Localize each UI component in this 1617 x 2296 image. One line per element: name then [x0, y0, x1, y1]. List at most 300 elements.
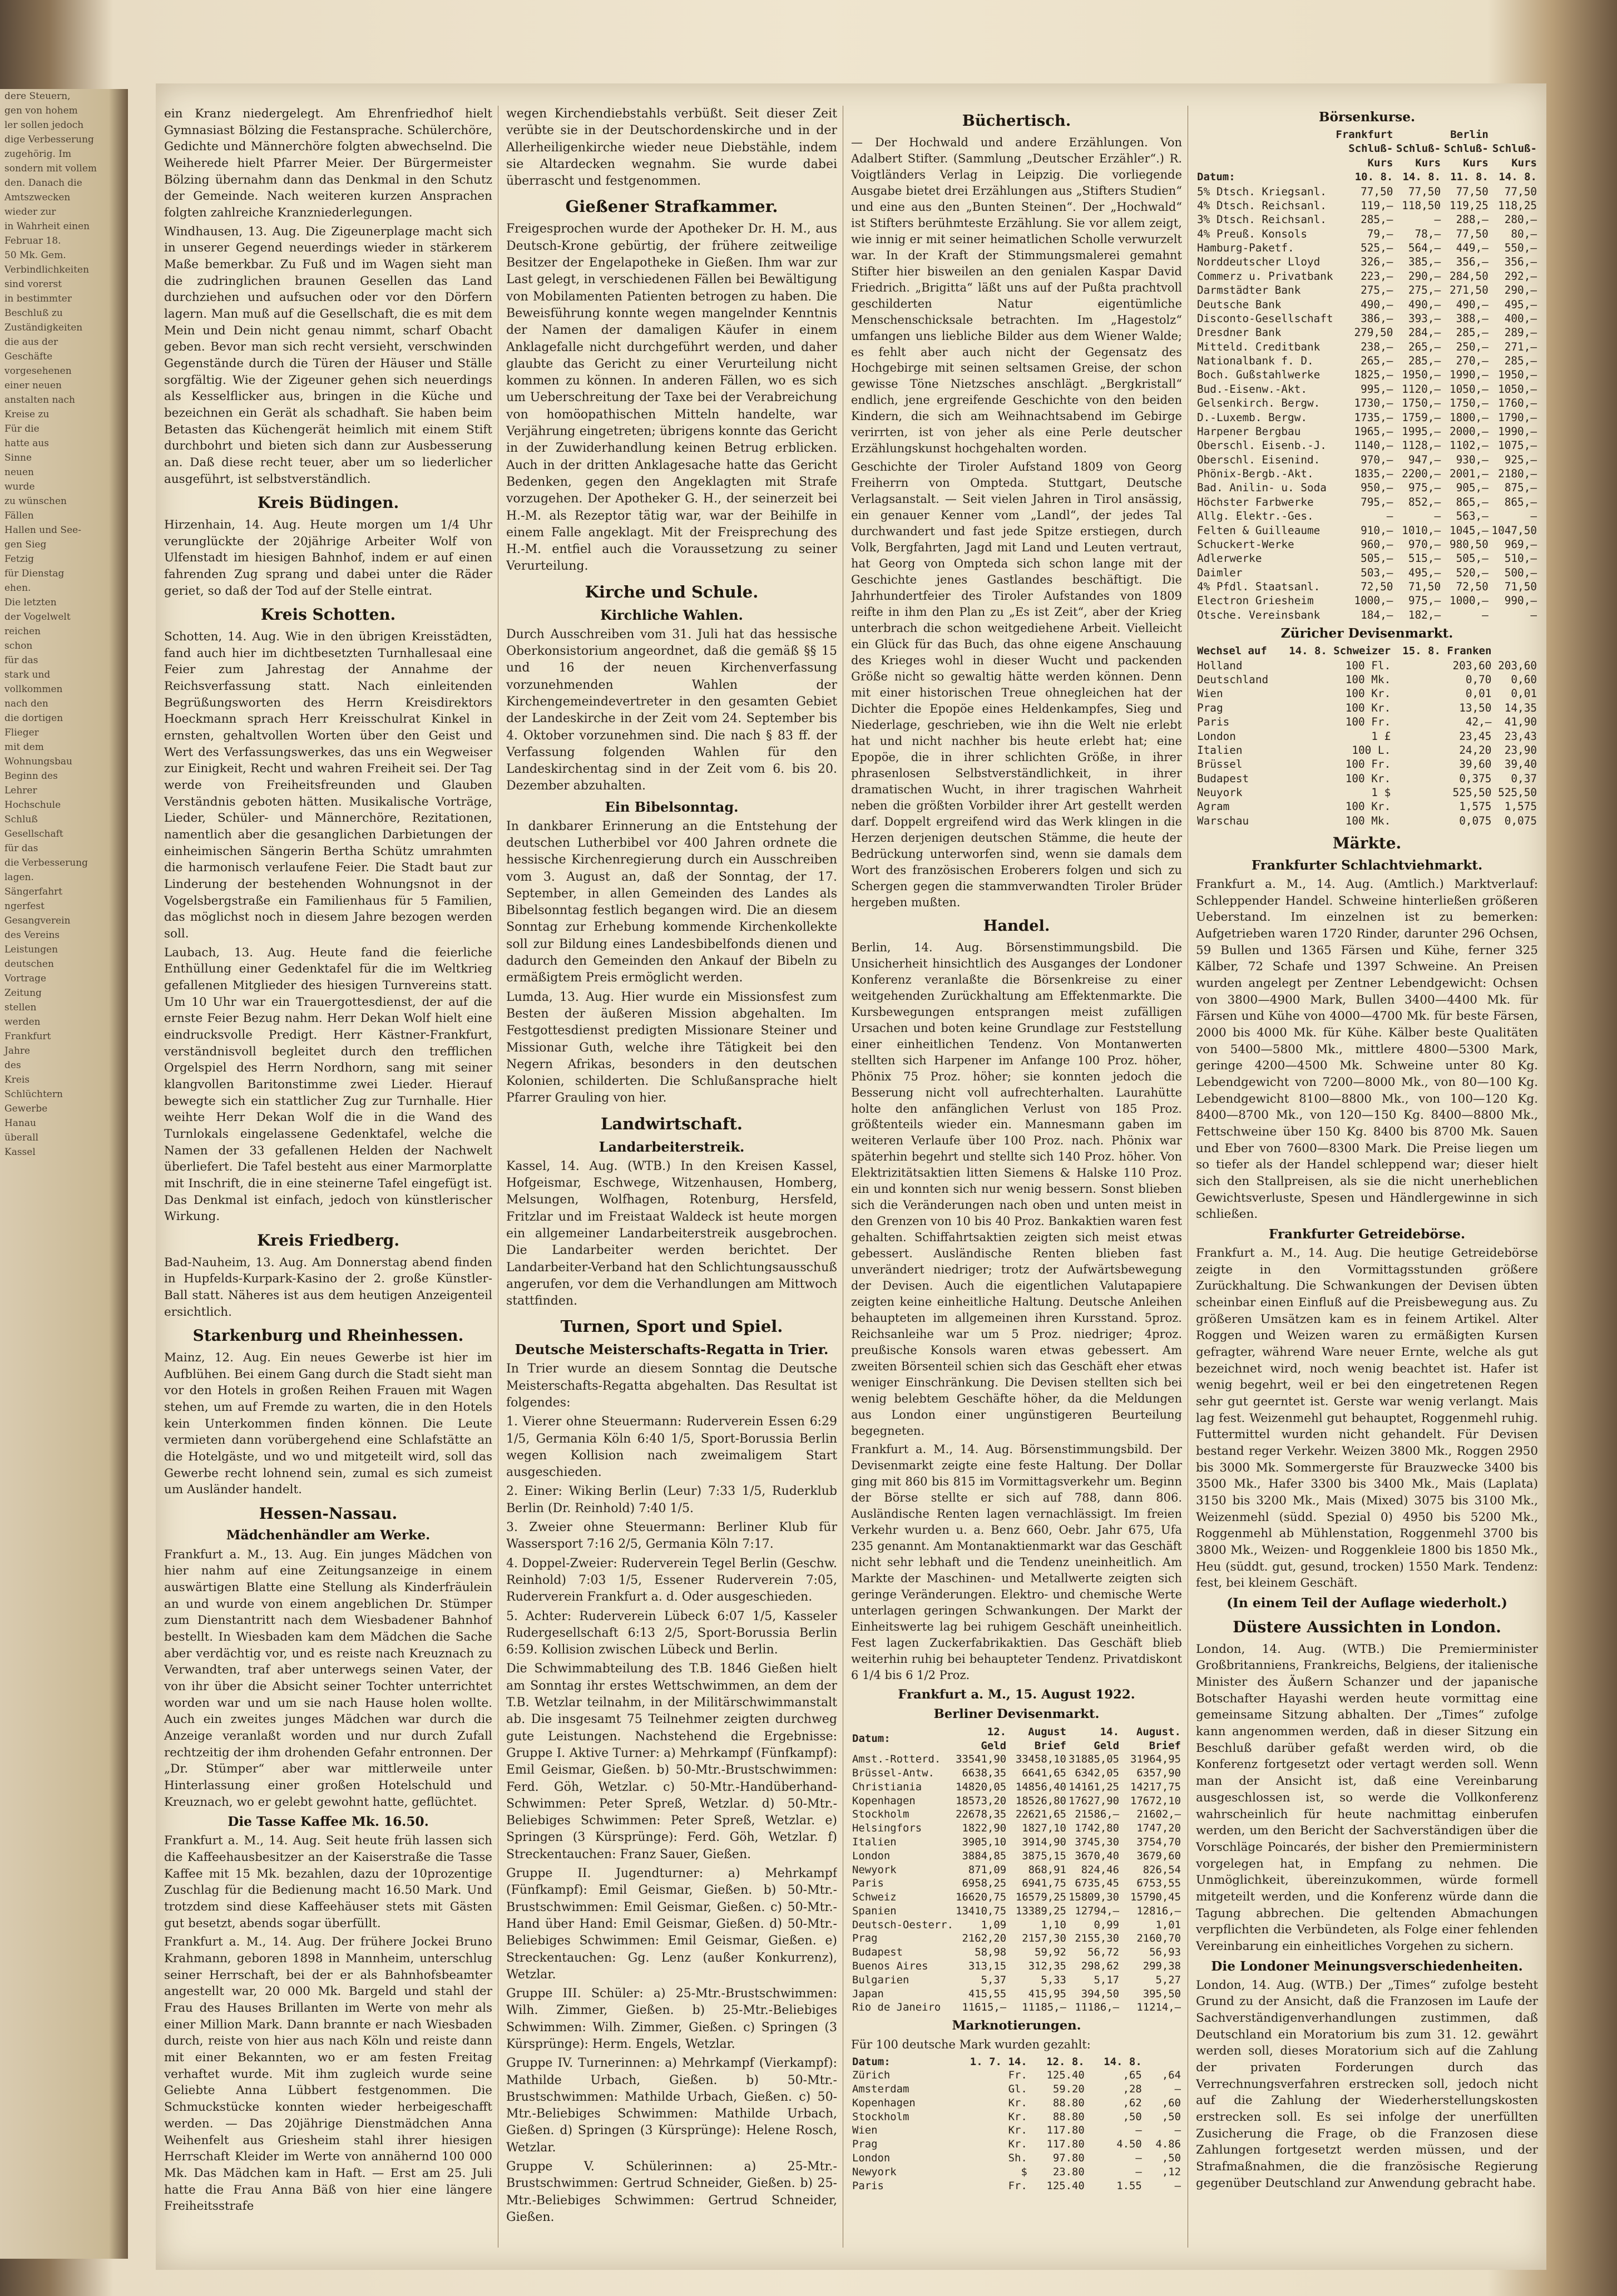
table-cell: 925,— — [1504, 453, 1537, 466]
table-row — [1196, 814, 1538, 828]
table-cell: 72,50 — [1361, 580, 1393, 594]
column-4 — [1196, 106, 1538, 2248]
left-page-line: dere Steuern, — [4, 91, 71, 102]
table-cell: 22678,35 — [956, 1808, 1007, 1821]
table-row — [1196, 269, 1538, 283]
table-cell: 119,25 — [1449, 199, 1489, 212]
table-row — [851, 2096, 1182, 2110]
table-cell: 290,— — [1504, 284, 1537, 297]
table-cell: 100 Fr. — [1345, 715, 1391, 729]
table-cell: Otsche. Vereinsbank — [1197, 608, 1321, 621]
article-paragraph: Bad-Nauheim, 13. Aug. Am Donnerstag abend finden in Hupfelds-Kurpark-Kasino der 2. große Künstler-Ball statt. Näheres ist aus dem heutigen Anzeigenteil ersichtlich. — [164, 1255, 492, 1319]
table-cell: London — [1197, 729, 1236, 743]
table-cell: 71,50 — [1504, 580, 1537, 594]
table-cell: Agram — [1197, 800, 1230, 813]
table-cell: 505,— — [1361, 552, 1393, 565]
left-page-line: in bestimmter — [4, 293, 72, 304]
table-cell: 298,62 — [1081, 1960, 1120, 1973]
article-paragraph: Lumda, 13. Aug. Hier wurde ein Missionsfest zum Besten der äußeren Mission abgehalten. Im Festgottesdienst predigten Missionare Steiner und Missionar Guth, welche ihre Tätigkeit bei den Negern Afrikas, besonders in den deutschen Kolonien, schilderten. Die Schlußansprache hielt Pfarrer Grauling von hier. — [506, 990, 837, 1105]
table-cell: 563,— — [1456, 510, 1489, 523]
left-page-line: ngerfest — [4, 901, 44, 912]
left-page-line: Zuständigkeiten — [4, 322, 83, 333]
table-cell: ,60 — [1161, 2096, 1181, 2109]
table-row — [851, 1780, 1182, 1794]
table-cell: 1050,— — [1498, 382, 1537, 396]
table-cell: 77,50 — [1361, 185, 1393, 198]
table-cell: Brüssel — [1197, 758, 1243, 771]
table-cell: — — [1530, 608, 1537, 621]
table-cell: Warschau — [1197, 814, 1249, 827]
table-cell: Amsterdam — [852, 2083, 909, 2096]
table-cell: Bud.-Eisenw.-Akt. — [1197, 382, 1307, 396]
table-cell: 118,50 — [1402, 199, 1441, 212]
table-cell: Buenos Aires — [852, 1960, 928, 1973]
table-cell: — — [1174, 2124, 1181, 2137]
table-cell: 285,— — [1361, 213, 1393, 226]
article-paragraph: In Trier wurde an diesem Sonntag die Deutsche Meisterschafts-Regatta abgehalten. Das Resultat ist folgendes: — [506, 1362, 837, 1410]
table-cell: 6638,35 — [962, 1767, 1007, 1780]
left-page-line: dige Verbesserung — [4, 134, 94, 145]
article-paragraph: ein Kranz niedergelegt. Am Ehrenfriedhof hielt Gymnasiast Bölzing die Festansprache. Schülerchöre, Gedichte und Männerchöre folgten abwechselnd. Die Weiherede hielt Pfarrer Meier. Der Bürgermeister Bölzing übernahm dann das Denkmal in den Schutz der Gemeinde. Nach weiteren kurzen Ansprachen folgten zahlreiche Kranzniederlegungen. — [164, 107, 492, 220]
quote-table — [1196, 644, 1538, 828]
table-cell: 1995,— — [1402, 424, 1441, 438]
table-row — [1196, 580, 1538, 594]
table-cell: Helsingfors — [852, 1822, 922, 1835]
table-cell: Budapest — [852, 1946, 903, 1959]
table-cell: Amst.-Rotterd. — [852, 1753, 941, 1766]
table-cell: 59,92 — [1035, 1946, 1066, 1959]
table-cell: 995,— — [1361, 382, 1393, 396]
table-cell: 1102,— — [1449, 439, 1489, 452]
table-cell: Norddeutscher Lloyd — [1197, 255, 1321, 269]
table-cell: 21602,— — [1136, 1808, 1181, 1821]
table-title: Börsenkurse. — [1318, 110, 1416, 125]
table-cell: 871,09 — [968, 1863, 1007, 1876]
table-cell: ,50 — [1161, 2152, 1181, 2165]
article-paragraph: 5. Achter: Ruderverein Lübeck 6:07 1/5, Kasseler Rudergesellschaft 6:13 2/5, Sport-Borussia Berlin 6:59. Kollision zwischen Lübeck und Berlin. — [506, 1609, 837, 1657]
table-cell: 2162,20 — [962, 1932, 1007, 1945]
left-page-line: einer neuen — [4, 380, 62, 391]
table-row — [1196, 255, 1538, 269]
table-cell: 39,40 — [1504, 758, 1537, 771]
boerse-table — [1196, 128, 1538, 622]
table-cell: 3% Dtsch. Reichsanl. — [1197, 213, 1327, 226]
table-cell: 100 Fr. — [1345, 758, 1391, 771]
table-cell: 14161,25 — [1069, 1780, 1120, 1793]
column-1 — [164, 106, 492, 2248]
table-cell: 1822,90 — [962, 1822, 1007, 1835]
column-3 — [851, 106, 1182, 2248]
left-page-line: Geschäfte — [4, 351, 53, 362]
table-row — [851, 1794, 1182, 1808]
table-cell: 525,— — [1361, 241, 1393, 255]
table-cell: 285,— — [1504, 354, 1537, 368]
table-cell: 980,50 — [1449, 537, 1489, 551]
table-row — [1196, 396, 1538, 410]
table-cell: 4% Dtsch. Reichsanl. — [1197, 199, 1327, 212]
table-cell: 42,— — [1465, 715, 1492, 729]
table-cell: Commerz u. Privatbank — [1197, 269, 1333, 283]
subheading: Landarbeiterstreik. — [599, 1138, 745, 1155]
table-cell: 97.80 — [1052, 2152, 1085, 2165]
table-row — [1196, 743, 1538, 757]
table-cell: 12816,— — [1136, 1904, 1181, 1917]
table-cell: 1950,— — [1498, 368, 1537, 382]
left-page-line: Hallen und See- — [4, 525, 81, 536]
table-row — [851, 2110, 1182, 2124]
table-row — [1196, 438, 1538, 452]
table-cell: Budapest — [1197, 772, 1249, 785]
table-row — [1196, 453, 1538, 467]
table-header-cell: Schluß-Kurs — [1492, 142, 1537, 169]
table-cell: 117.80 — [1046, 2138, 1085, 2151]
left-page-line: Gewerbe — [4, 1103, 48, 1114]
table-cell: 100 Kr. — [1345, 701, 1391, 714]
section-heading: Landwirtschaft. — [600, 1114, 743, 1133]
table-row — [851, 1766, 1182, 1780]
table-cell: 2180,— — [1498, 467, 1537, 481]
article-paragraph: Frankfurt a. M., 13. Aug. Ein junges Mädchen von hier nahm auf eine Zeitungsanzeige in einem auswärtigen Blatte eine Stellung als Kinderfräulein an und wurde von einem angeblichen Dr. Stümper zum Dienstantritt nach dem Wiesbadener Bahnhof bestellt. In Wiesbaden kam dem Mädchen die Sache aber verdächtig vor, und es reiste nach Kreuznach zu Verwandten, traf aber unterwegs seinen Vater, der von ihr über die Absicht seiner Tochter unterrichtet worden war und um sie nach Hause holen wollte. Auch ein zweites junges Mädchen war durch die Anzeige veranlaßt worden und nur durch Zufall rechtzeitig der ihm drohenden Gefahr entronnen. Der „Dr. Stümper“ aber war mittlerweile unter Hinterlassung einer großen Hotelschuld und Kreuznach, wo er gelebt gewohnt hatte, geflüchtet. — [164, 1547, 492, 1809]
left-page-line: des — [4, 1060, 21, 1071]
table-cell: Prag — [852, 1932, 878, 1945]
table-header-cell: 12. 8. — [1046, 2055, 1085, 2068]
article-paragraph: Frankfurt a. M., 14. Aug. Die heutige Getreidebörse zeigte in den Vormittagsstunden größere Zurückhaltung. Die Schwankungen der Devisen übten scheinbar einen Einfluß auf die Preisbewegung aus. Zu größeren Umsätzen kam es in feinem Artikel. Alter Roggen und Weizen waren zu ermäßigten Kursen gefragter, während Ware neuer Ernte, welche als gut bezeichnet wird, noch wenig beachtet ist. Hafer ist wenig begehrt, weil er bei den eingetretenen Regen sehr gut geerntet ist. Gerste war wenig verlangt. Mais lag fest. Weizenmehl gut behauptet, Roggenmehl ruhig. Futtermittel wurden nicht gehandelt. Für Devisen bestand reger Verkehr. Weizen 3800 Mk., Roggen 2950 bis 3000 Mk. Sommergerste für Brauzwecke 3400 bis 3500 Mk., Hafer 3300 bis 3400 Mk., Mais (Laplata) 3150 bis 3200 Mk., Mais (Mixed) 3075 bis 3100 Mk., Weizenmehl (südd. Spezial 0) 4950 bis 5200 Mk., Roggenmehl ab Mühlenstation, Roggenmehl 3700 bis 3800 Mk., Weizen- und Roggenkleie 1800 bis 1850 Mk., Heu (süddt. gut, gesund, trocken) 1550 Mark. Tendenz: fest, bei kleinem Geschäft. — [1196, 1246, 1538, 1591]
left-page-line: reichen — [4, 626, 41, 637]
table-row — [851, 1877, 1182, 1890]
article-paragraph: Frankfurt a. M., 14. Aug. Börsenstimmungsbild. Der Devisenmarkt zeigte eine feste Haltung. Der Dollar ging mit 860 bis 815 im Vormittagsverkehr um. Beginn der Börse stellte er sich auf 788, dann 806. Ausländische Renten lagen vernachlässigt. Im freien Verkehr wurden u. a. Benz 660, Oebr. Jahr 675, Ufa 235 genannt. Am Montanaktienmarkt war das Geschäft nicht sehr lebhaft und die Tendenz uneinheitlich. Am Markte der Maschinen- und Metallwerte zeigten sich geringe Veränderungen. Elektro- und chemische Werte unterlagen geringen Schwankungen. Der Markt der Einheitswerte lag bei ruhigem Geschäft uneinheitlich. Fest lagen Zuckerfabrikaktien. Das Geschäft blieb weiterhin ruhig bei behaupteter Tendenz. Privatdiskont 6 1/4 bis 6 1/2 Proz. — [851, 1443, 1182, 1682]
table-cell: 905,— — [1456, 481, 1489, 495]
table-cell: 3914,90 — [1022, 1836, 1066, 1848]
table-cell: 495,— — [1408, 566, 1441, 579]
subheading: Frankfurter Schlachtviehmarkt. — [1251, 857, 1483, 873]
table-row — [1196, 481, 1538, 495]
article-paragraph: Frankfurt a. M., 14. Aug. (Amtlich.) Marktverlauf: Schleppender Handel. Schweine hinterließen größeren Ueberstand. Im einzelnen ist zu bemerken: Aufgetrieben waren 1720 Rinder, darunter 296 Ochsen, 59 Bullen und 1365 Färsen und Kühe, ferner 325 Kälber, 72 Schafe und 1397 Schweine. An Preisen wurden angelegt per Zentner Lebendgewicht: Ochsen von 3800—4900 Mark, Bullen 3400—4400 Mk. für Färsen und Kühe von 4000—4700 Mk. für beste Färsen, 2000 bis 4000 Mk. für Kühe. Kälber beste Qualitäten von 5400—5800 Mk., mittlere 4800—5300 Mark, geringe 4200—4500 Mk. Schweine unter 80 Kg. Lebendgewicht von 7200—8000 Mk., von 80—100 Kg. Lebendgewicht 8100—8800 Mk., von 100—120 Kg. 8400—8700 Mk., von 120—150 Kg. 8400—8800 Mk., Fettschweine über 150 Kg. 8400 bis 8700 Mk. Sauen und Eber von 7600—8300 Mark. Die Preise liegen um so tiefer als der Handel schleppend war; dieser hielt sich den Stallpreisen, als sie die nicht unerheblichen Gewichtsverluste, Spesen und Händlergewinne in sich schließen. — [1196, 877, 1538, 1222]
table-cell: 284,50 — [1449, 269, 1489, 283]
left-page-line: überall — [4, 1132, 39, 1143]
table-header-cell — [1196, 142, 1334, 170]
table-cell: 515,— — [1408, 552, 1441, 565]
subheading: Frankfurter Getreidebörse. — [1268, 1226, 1466, 1242]
table-cell: 13410,75 — [956, 1904, 1007, 1917]
table-cell: 3905,10 — [962, 1836, 1007, 1848]
table-cell: 395,50 — [1143, 1987, 1181, 2000]
table-cell: 18526,80 — [1015, 1794, 1066, 1807]
table-cell: 0,375 — [1459, 772, 1492, 785]
table-cell: 13389,25 — [1015, 1904, 1066, 1917]
article-paragraph: Windhausen, 13. Aug. Die Zigeunerplage macht sich in unserer Gegend neuerdings wieder in stärkerem Maße bemerkbar. Zu Fuß und im Wagen sieht man die zudringlichen braunen Gesellen das Land durchziehen und aufsuchen oder vor den Dörfern lagern. Man muß auf die Gesellschaft, die es mit dem Mein und Dein nicht genau nimmt, scharf Obacht geben. Bevor man sich recht versieht, verschwinden Gegenstände durch die Türen der Häuser und Ställe sorgfältig. Wie der Zigeuner gehen sich neuerdings als Kesselflicker aus, bringen in die Küche und bezeichnen ein Gerät als schadhaft. Sie haben beim Betasten das Küchengerät heimlich mit einem Stift durchbohrt und bieten sich dann zur Ausbesserung an. Daß diese recht teuer, aber um so liederlicher ausgeführt, ist selbstverständlich. — [164, 224, 492, 486]
table-cell: 279,50 — [1354, 326, 1393, 339]
left-page-line: zugehörig. Im — [4, 149, 72, 160]
section-heading: Turnen, Sport und Spiel. — [560, 1317, 783, 1336]
table-cell: 6641,65 — [1022, 1767, 1066, 1780]
article-paragraph: — Der Hochwald und andere Erzählungen. Von Adalbert Stifter. (Sammlung „Deutscher Erzähler“.) R. Voigtländers Verlag in Leipzig. Die vorliegende Ausgabe bietet drei Erzählungen aus „Stifters Studien“ und eine aus den „Bunten Steinen“. Der „Hochwald“ ist Stifters berühmteste Erzählung. Sie vor allem zeigt, wie innig er mit seiner heimatlichen Scholle verwurzelt war. In der Kraft der Stimmungsmalerei gemahnt Stifter hier bisweilen an den genialen Kaspar David Friedrich. „Brigitta“ läßt uns auf der Pußta prachtvoll geschilderten Natur eigentümliche Menschenschicksale betrachten. Im „Hagestolz“ umfangen uns liebliche Bilder aus dem Wiener Walde; es fehlt aber auch nicht der Gegensatz des Hochgebirge mit seinen seltsamen Greise, der schon gewisse Töne Nietzsches anschlägt. „Bergkristall“ endlich, jene ergreifende Geschichte von den beiden Kindern, die sich am Weihnachtsabend im Gebirge verirrten, ist von jeher als eine Perle deutscher Erzählungskunst hochgehalten worden. — [851, 135, 1182, 456]
left-page-line: Die letzten — [4, 597, 57, 608]
article-paragraph: Gruppe III. Schüler: a) 25-Mtr.-Brustschwimmen: Wilh. Zimmer, Gießen. b) 25-Mtr.-Beliebiges Schwimmen: Wilh. Zimmer, Gießen. c) Springen (3 Kürsprünge): Herm. Engels, Wetzlar. — [506, 1987, 837, 2051]
table-cell: 13,50 — [1459, 701, 1492, 714]
article-paragraph: Gruppe II. Jugendturner: a) Mehrkampf (Fünfkampf): Emil Geismar, Gießen. b) 50-Mtr.-Brustschwimmen: Emil Geismar, Gießen. c) 50-Mtr.-Hand über Hand: Emil Geismar, Gießen. d) 50-Mtr.-Beliebiges Schwimmen: Emil Geismar, Gießen. e) Streckentauchen: Gg. Lenz (außer Konkurrenz), Wetzlar. — [506, 1867, 837, 1982]
table-row — [1196, 298, 1538, 312]
table-cell: 1747,20 — [1136, 1822, 1181, 1835]
table-cell: 118,25 — [1498, 199, 1537, 212]
left-page-line: lagen. — [4, 872, 34, 883]
table-cell: Daimler — [1197, 566, 1243, 579]
table-cell: 930,— — [1456, 453, 1489, 466]
table-cell: 238,— — [1361, 340, 1393, 353]
table-row — [1196, 659, 1538, 673]
table-cell: 11186,— — [1075, 2001, 1120, 2014]
table-row — [851, 1904, 1182, 1918]
section-heading: Büchertisch. — [962, 112, 1071, 130]
table-header-cell: Datum: — [1197, 171, 1235, 184]
newspaper-page — [156, 83, 1546, 2270]
left-page-line: hatte aus — [4, 438, 50, 449]
table-cell: 56,72 — [1087, 1946, 1120, 1959]
table-cell: 299,38 — [1143, 1960, 1181, 1973]
table-cell: 223,— — [1361, 269, 1393, 283]
table-cell: 1835,— — [1354, 467, 1393, 481]
table-row — [851, 1973, 1182, 1987]
left-page-line: werden — [4, 1016, 41, 1028]
table-cell: Wien — [852, 2124, 878, 2137]
table-header-cell — [1196, 128, 1334, 142]
table-cell: 1075,— — [1498, 439, 1537, 452]
left-page-line: Sinne — [4, 452, 32, 463]
table-cell: 21586,— — [1075, 1808, 1120, 1821]
left-page-edge — [0, 89, 128, 2259]
table-cell: 865,— — [1456, 495, 1489, 508]
left-page-line: der Vogelwelt — [4, 611, 71, 623]
table-row — [851, 1808, 1182, 1821]
table-cell: 1,575 — [1504, 800, 1537, 813]
left-page-line: Hanau — [4, 1118, 36, 1129]
left-page-line: Flieger — [4, 727, 39, 738]
table-cell: 18573,20 — [956, 1794, 1007, 1807]
table-cell: Felten & Guilleaume — [1197, 524, 1321, 537]
section-heading: Düstere Aussichten in London. — [1233, 1618, 1501, 1637]
table-cell: 117.80 — [1046, 2124, 1085, 2137]
article-paragraph: Geschichte der Tiroler Aufstand 1809 von Georg Freiherrn von Ompteda. Stuttgart, Deutsche Verlagsanstalt. — Seit vielen Jahren in Tirol ansässig, ein genauer Kenner vom „Landl“, der jedes Tal durchwandert und fast jede Spitze erstiegen, durch Volk, Bergfahrten, Jagd mit Land und Leuten vertraut, hat Georg von Ompteda sich schon lange mit der Geschichte jenes Gastlandes beschäftigt. Die Jahrhundertfeier des Tiroler Aufstandes von 1809 reifte in ihm den Plan zu „Es ist Zeit“, aber der Krieg unterbrach die schon weitgediehene Arbeit. Vielleicht ein Glück für das Buch, das ohne eigene Anschauung des Krieges wohl in dieser Wucht und packenden Größe nicht so gewaltig hätte werden können. Denn mit einer historischen Treue ohnegleichen hat der Dichter die Epopöe eines Heldenkampfes, Sieg und Niederlage, geschrieben, wie ihn die Welt nie erlebt hat und nicht nachher bis heute erlebt hat; eine Epopöe, die in ihrer schlichten Größe, in ihrer phrasenlosen Selbstverständlichkeit, in ihrer dramatischen Wucht, in ihrer tragischen Wahrheit neben die größten Vorbilder ihrer Art gestellt werden darf. Doppelt ergreifend wird das Werk klingen in die Herzen derjenigen deutschen Stämme, die heute der Bedrückung unterworfen sind, wenn sie damals dem Wort des französischen Eroberers folgen und sich zu Schergen gegen die stammverwandten Tiroler Brüder hergeben mußten. — [851, 460, 1182, 909]
table-cell: 1790,— — [1498, 411, 1537, 424]
table-row — [1196, 566, 1538, 580]
table-cell: 1965,— — [1354, 424, 1393, 438]
table-cell: 77,50 — [1504, 185, 1537, 198]
table-cell: 78,— — [1415, 227, 1441, 240]
table-cell: 100 Fl. — [1345, 659, 1391, 672]
left-page-line: Schlüchtern — [4, 1089, 63, 1100]
article-paragraph: Frankfurt a. M., 14. Aug. Der frühere Jockei Bruno Krahmann, geboren 1898 in Mannheim, unterschlug seiner Herrschaft, bei der er als Bahnhofsbeamter angestellt war, 20 000 Mk. Bargeld und stahl der Frau des Hauses Brillanten im Werte von mehr als einer Million Mark. Dann brannte er nach Wiesbaden durch, reiste von hier aus nach Köln und reiste dann mit einer Bekannten, wo er am festen Freitag verhaftet wurde. Mit ihm zugleich wurde seine Geliebte Anna Lübbert festgenommen. Die Schmuckstücke konnten wieder herbeigeschafft werden. — Das 20jährige Dienstmädchen Anna Weihenfelt aus Griesheim stahl ihrer hiesigen Herrschaft Kleider im Werte von annähernd 100 000 Mk. Das Mädchen kam in Haft. — Erst am 25. Juli hatte die Frau Anna Bäß von hier eine längere Freiheitsstrafe — [164, 1935, 492, 2214]
table-cell: 14,35 — [1504, 701, 1537, 714]
left-page-line: wurde — [4, 481, 35, 492]
table-cell: Gl. — [1008, 2083, 1027, 2096]
table-cell: Fr. — [1008, 2179, 1027, 2192]
table-cell: 490,— — [1408, 298, 1441, 311]
table-cell: 23,43 — [1504, 729, 1537, 743]
left-page-line: stark und — [4, 669, 51, 680]
left-page-line: Jahre — [4, 1045, 31, 1056]
table-row — [1196, 241, 1538, 255]
table-cell: 5,37 — [981, 1973, 1007, 1986]
table-cell: 910,— — [1361, 524, 1393, 537]
table-cell: 2157,30 — [1022, 1932, 1066, 1945]
table-cell: 415,95 — [1028, 1987, 1066, 2000]
table-cell: Dresdner Bank — [1197, 326, 1282, 339]
table-header-cell: 14. 8. — [1499, 171, 1537, 184]
table-row — [1196, 411, 1538, 424]
table-cell: Darmstädter Bank — [1197, 284, 1301, 297]
table-cell: Allg. Elektr.-Ges. — [1197, 510, 1314, 523]
table-cell: Newyork — [852, 1863, 897, 1876]
table-header-cell: 14. 8. — [1402, 171, 1441, 184]
table-row — [1196, 368, 1538, 382]
table-cell: 960,— — [1361, 537, 1393, 551]
table-cell: 288,— — [1456, 213, 1489, 226]
table-header-cell: Schluß-Kurs — [1396, 142, 1441, 169]
section-heading: Gießener Strafkammer. — [565, 197, 778, 216]
table-row — [1196, 199, 1538, 213]
table-cell: 182,— — [1408, 608, 1441, 621]
left-page-line: für das — [4, 655, 38, 666]
table-header-cell: Wechsel auf — [1197, 645, 1267, 658]
table-cell: 77,50 — [1456, 185, 1489, 198]
left-page-line: Leistungen — [4, 944, 58, 955]
table-cell: 6941,75 — [1022, 1877, 1066, 1890]
table-row — [851, 1849, 1182, 1863]
article-paragraph: Hirzenhain, 14. Aug. Heute morgen um 1/4 Uhr verunglückte der 20jährige Arbeiter Wolf von Ulfenstadt im hiesigen Bahnhof, indem er auf einen fahrenden Zug sprang und dabei unter die Räder geriet, so daß der Tod auf der Stelle eintrat. — [164, 518, 492, 598]
table-cell: 500,— — [1504, 566, 1537, 579]
left-page-line: Kreise zu — [4, 409, 50, 420]
table-cell: — — [1482, 608, 1489, 621]
table-cell: 1128,— — [1402, 439, 1441, 452]
table-cell: 970,— — [1361, 453, 1393, 466]
left-page-line: in Wahrheit einen — [4, 221, 90, 232]
table-cell: Fr. — [1008, 2069, 1027, 2082]
table-cell: 31964,95 — [1130, 1753, 1181, 1766]
table-cell: 100 Kr. — [1345, 800, 1391, 813]
table-cell: 14856,40 — [1015, 1780, 1066, 1793]
table-cell: — — [1530, 510, 1537, 523]
table-cell: Adlerwerke — [1197, 552, 1262, 565]
table-cell: 1827,10 — [1022, 1822, 1066, 1835]
table-cell: 16579,25 — [1015, 1891, 1066, 1904]
table-row — [851, 1752, 1182, 1766]
table-cell: Deutschland — [1197, 673, 1269, 687]
section-heading: Starkenburg und Rheinhessen. — [192, 1326, 464, 1345]
table-cell: 280,— — [1504, 213, 1537, 226]
table-cell: 525,50 — [1452, 786, 1492, 799]
article-paragraph: London, 14. Aug. (WTB.) Die Premierminister Großbritanniens, Frankreichs, Belgiens, der italienische Minister des Äußern Schanzer und der japanische Botschafter Hayashi werden heute vormittag eine gemeinsame Sitzung abhalten. Der „Times“ zufolge kann angenommen werden, daß in dieser Sitzung ein Beschluß darüber gefaßt werden wird, ob die Konferenz fortgesetzt oder vertagt werden soll. Wenn man der Ansicht ist, daß eine Vereinbarung ausgeschlossen ist, so werde die Vollkonferenz wahrscheinlich für heute nachmittag einberufen werden, um den Bericht der Sachverständigen über die Vorschläge Poincarés, der bisher den Premierministern vorgelegen hat, in Empfang zu nehmen. Die Unmöglichkeit, übereinzukommen, würde formell mitgeteilt werden, und die Konferenz würde dann die Tagung abbrechen. Die geltenden Abmachungen verpflichten die Verbündeten, als Folge einer fehlenden Vereinbarung ein einheitliches Vorgehen zu sichern. — [1196, 1642, 1538, 1953]
left-page-line: Schluß — [4, 814, 38, 825]
table-cell: 947,— — [1408, 453, 1441, 466]
table-row — [1196, 537, 1538, 551]
table-cell: 88.80 — [1052, 2110, 1085, 2123]
left-page-line: zu wünschen — [4, 496, 67, 507]
left-page-line: ler sollen jedoch — [4, 120, 84, 131]
table-row — [851, 1932, 1182, 1946]
table-cell: 2155,30 — [1075, 1932, 1120, 1945]
table-cell: 6342,05 — [1075, 1767, 1120, 1780]
table-cell: 2000,— — [1449, 424, 1489, 438]
table-cell: — — [1174, 2083, 1181, 2096]
table-cell: Oberschl. Eisenind. — [1197, 453, 1321, 466]
left-page-line: Gesellschaft — [4, 828, 63, 840]
table-row — [851, 1987, 1182, 2001]
table-header-cell: August Brief — [1028, 1725, 1066, 1752]
left-page-line: Beschluß zu — [4, 308, 63, 319]
table-cell: 100 Mk. — [1345, 814, 1391, 827]
article-paragraph: Berlin, 14. Aug. Börsenstimmungsbild. Die Unsicherheit hinsichtlich des Ausganges der Londoner Konferenz veranlaßte die Börsenkreise zu einer weitgehenden Zurückhaltung am Effektenmarkte. Die Kursbewegungen entsprangen meist zufälligen Ursachen und boten keine Grundlage zur Feststellung einer einheitlichen Tendenz. Von Montanwerten stellten sich Harpener im Anfange 100 Proz. höher, Phönix 75 Proz. höher; sie konnten jedoch die Besserung nicht voll aufrechterhalten. Laurahütte holte den anfänglichen Verlust von 185 Proz. größtenteils wieder ein. Mannesmann gaben im weiteren Verlaufe über 100 Proz. nach. Phönix war späterhin begehrt und stellte sich 140 Proz. höher. Von Elektrizitätsaktien litten Siemens & Halske 110 Proz. ein und konnten sich nur wenig bessern. Sonst blieben sich die Veränderungen nach oben und unten meist in den Grenzen von 10 bis 40 Proz. Bankaktien waren fest gehalten. Schiffahrtsaktien zeigten sich meist etwas gebessert. Ausländische Renten blieben fast unverändert niedriger; trotz der Aufwärtsbewegung der Devisen. Auch die eigentlichen Valutapapiere zeigten keine einheitliche Haltung. Deutsche Anleihen behaupteten im allgemeinen ihren Kursstand. 5proz. Reichsanleihe war um 5 Proz. niedriger; 4proz. preußische Konsols waren etwas gebessert. Am zweiten Börsenteil schien sich das Geschäft eher etwas weniger Einschränkung. Die Devisen stellten sich bei wenig belebtem Geschäfte höher, da die Meldungen aus London einer ungünstigeren Beurteilung begegneten. — [851, 940, 1182, 1438]
table-cell: 975,— — [1408, 594, 1441, 608]
subheading: Die Tasse Kaffee Mk. 16.50. — [228, 1814, 429, 1830]
table-cell: 88.80 — [1052, 2096, 1085, 2109]
table-cell: 969,— — [1504, 537, 1537, 551]
left-page-line: nach den — [4, 698, 48, 709]
table-cell: 14217,75 — [1130, 1780, 1181, 1793]
table-cell: 400,— — [1504, 312, 1537, 325]
table-cell: 386,— — [1361, 312, 1393, 325]
table-cell: 79,— — [1367, 227, 1393, 240]
table-cell: 385,— — [1408, 255, 1441, 269]
table-cell: 11214,— — [1136, 2001, 1181, 2014]
left-page-line: Amtszwecken — [4, 192, 71, 203]
table-cell: 326,— — [1361, 255, 1393, 269]
article-paragraph: 4. Doppel-Zweier: Ruderverein Tegel Berlin (Geschw. Reinhold) 7:03 1/5, Essener Ruderverein 7:05, Ruderverein Frankfurt a. d. Oder ausgeschieden. — [506, 1556, 837, 1604]
left-page-line: Kreis — [4, 1074, 30, 1085]
table-cell: 550,— — [1504, 241, 1537, 255]
table-cell: Mitteld. Creditbank — [1197, 340, 1321, 353]
left-page-line: Fetzig — [4, 554, 34, 565]
table-cell: 490,— — [1456, 298, 1489, 311]
table-cell: 1990,— — [1498, 424, 1537, 438]
table-cell: 415,55 — [968, 1987, 1007, 2000]
table-cell: Kopenhagen — [852, 2096, 916, 2109]
table-cell: 1045,— — [1449, 524, 1489, 537]
table-cell: 33458,10 — [1015, 1753, 1066, 1766]
table-cell: 393,— — [1408, 312, 1441, 325]
table-cell: 292,— — [1504, 269, 1537, 283]
table-header-cell: Schluß-Kurs — [1348, 142, 1393, 169]
table-cell: 275,— — [1361, 284, 1393, 297]
left-page-line: anstalten nach — [4, 394, 76, 406]
table-row — [1196, 673, 1538, 687]
section-heading: Handel. — [983, 916, 1050, 935]
table-cell: Rio de Janeiro — [852, 2001, 941, 2014]
table-row — [851, 2082, 1182, 2096]
table-cell: 100 Mk. — [1345, 673, 1391, 687]
left-page-line: Frankfurt — [4, 1031, 51, 1042]
table-cell: 356,— — [1456, 255, 1489, 269]
table-header-cell: 11. 8. — [1450, 171, 1489, 184]
table-cell: 24,20 — [1459, 743, 1492, 757]
left-page-line: Februar 18. — [4, 235, 61, 246]
table-row — [1196, 757, 1538, 771]
table-cell: Kr. — [1008, 2110, 1027, 2123]
table-cell: Wien — [1197, 687, 1223, 700]
article-paragraph: Laubach, 13. Aug. Heute fand die feierliche Enthüllung einer Gedenktafel für die im Weltkrieg gefallenen Mitglieder des hiesigen Turnvereins statt. Um 10 Uhr war ein Trauergottesdienst, der auf die ernste Feier Bezug nahm. Herr Dekan Wolf hielt eine eindrucksvolle Predigt. Herr Kästner-Frankfurt, verständnisvoll begleitet durch den trefflichen Orgelspiel des Herrn Nordhorn, sang mit seiner klangvollen Baritonstimme zwei Lieder. Hierauf bewegte sich ein stattlicher Zug zur Turnhalle. Hier weihte Herr Dekan Wolf die in die Wand des Turnlokals eingelassene Gedenktafel, welche die Namen der 33 gefallenen Helden der Nachwelt überliefert. Die Tafel besteht aus einer Marmorplatte mit Inschrift, die in eine steinerne Tafel eingefügt ist. Das Denkmal ist einfach, jedoch von künstlerischer Wirkung. — [164, 945, 492, 1224]
table-cell: 0,99 — [1094, 1918, 1120, 1931]
left-page-line: des Vereins — [4, 930, 60, 941]
table-cell: 1000,— — [1354, 594, 1393, 608]
table-cell: Stockholm — [852, 1808, 909, 1821]
table-header-cell: 14. 8. — [1104, 2055, 1142, 2068]
table-row — [1196, 729, 1538, 743]
article-paragraph: 3. Zweier ohne Steuermann: Berliner Klub für Wassersport 7:16 2/5, Germania Köln 7:17. — [506, 1520, 837, 1552]
article-paragraph: wegen Kirchendiebstahls verbüßt. Seit dieser Zeit verübte sie in der Deutschordenskirche und in der Allerheiligenkirche wieder neue Diebstähle, indem sie Altardecken wegnahm. Sie wurde dabei überrascht und festgenommen. — [506, 107, 837, 189]
table-title: Marknotierungen. — [952, 2018, 1081, 2033]
table-cell: 6753,55 — [1136, 1877, 1181, 1890]
table-row — [1196, 509, 1538, 523]
left-page-line: Gesangverein — [4, 915, 71, 926]
left-page-line: wieder zur — [4, 206, 56, 218]
